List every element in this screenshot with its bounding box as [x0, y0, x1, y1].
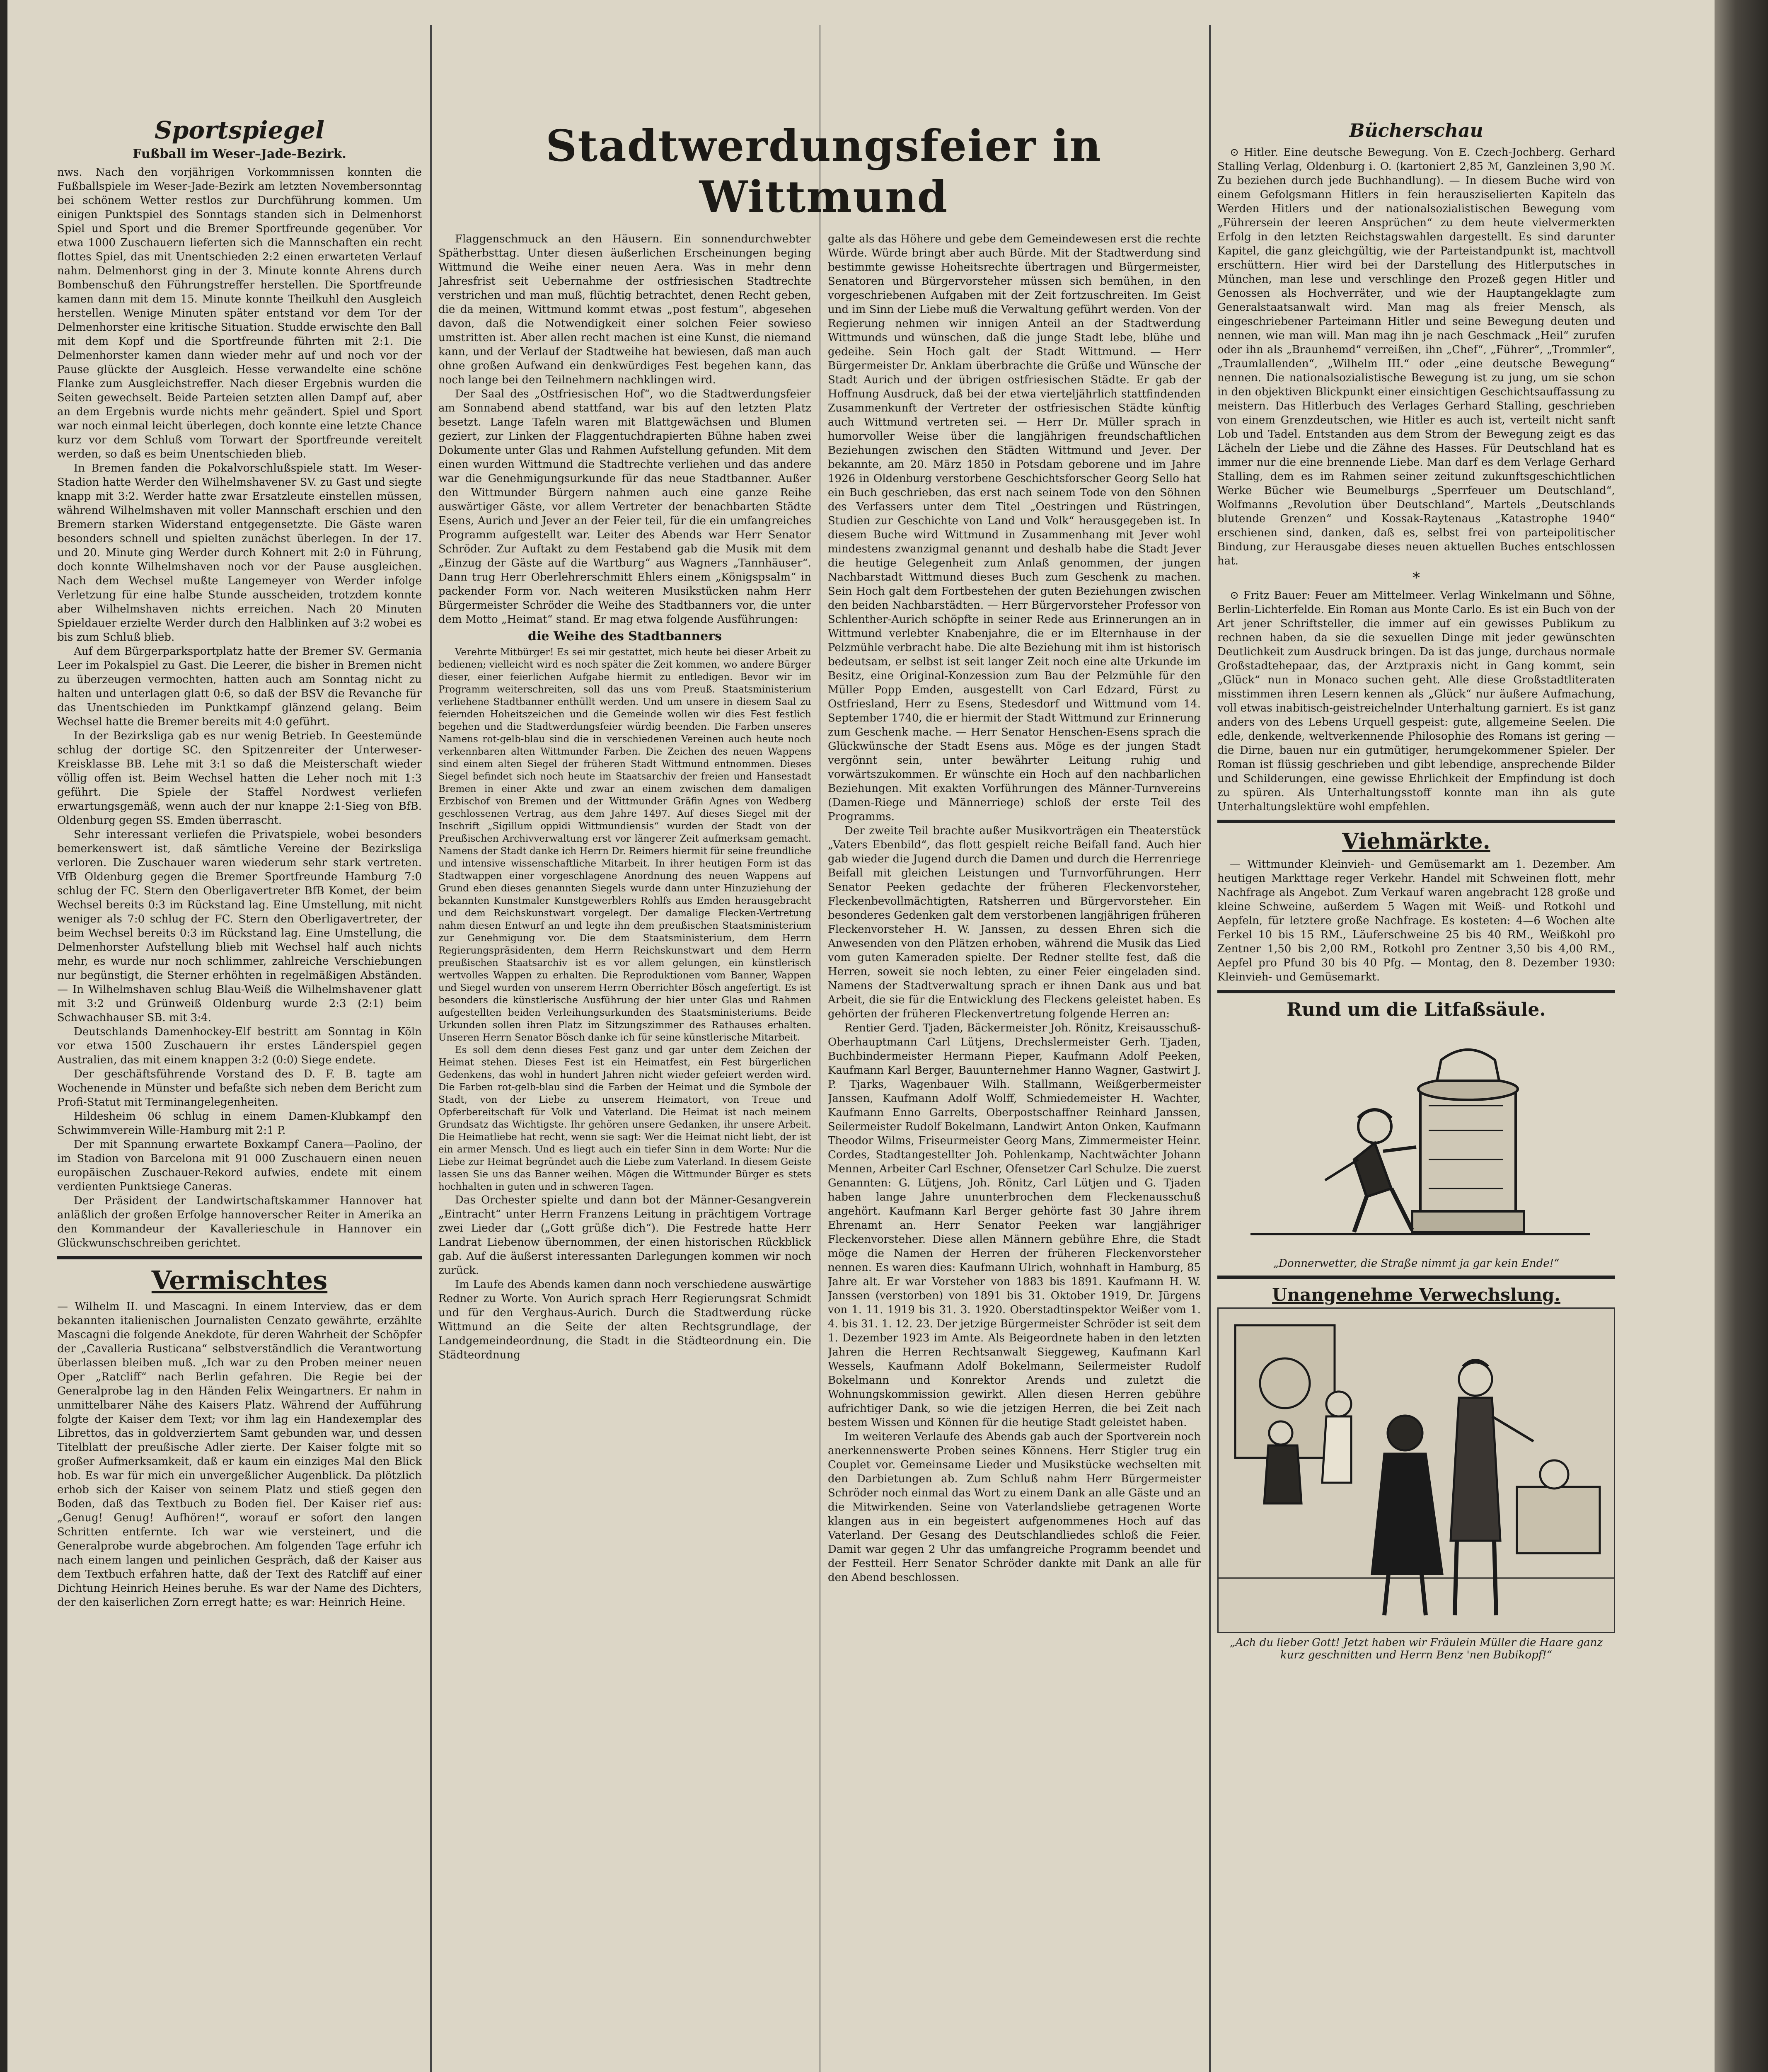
book-review: ⊙ Hitler. Eine deutsche Bewegung. Von E. Czech-Jochberg. Gerhard Stalling Verlag, Oldenburg i. O. (kartoniert 2,85 ℳ, Ganzleinen 3,90 ℳ. Zu beziehen durch jede Buchhandlung). — In diesem Buche wird von einem Gefolgsmann Hitlers in fein herausziselierten Kapiteln das Werden Hitlers und der nationalsozialistischen Bewegung vom „Führersein der leeren Ansprüchen“ zu dem heute vielvermerkten Erfolg in den letzten Reichstagswahlen dargestellt. Es sind darunter Kapitel, die ganz gleichgültig, wie der Parteistandpunkt ist, machtvoll erschüttern. Hier wird bei der Darstellung des Hitlerputsches in München, man lese und verschlinge den Prozeß gegen Hitler und Genossen als Hochverräter, und wie der Hauptangeklagte zum Generalstaatsanwalt wird. Man mag als freier Mensch, als eingeschriebener Parteimann Hitler und seine Bewegung deuten und nennen, wie man will. Man mag ihn je nach Geschmack „Heil“ zurufen oder ihn als „Braunhemd“ verreißen, ihn „Chef“, „Führer“, „Trommler“, „Traumlallenden“, „Wilhelm III.“ oder „eine deutsche Bewegung“ nennen. Die nationalsozialistische Bewegung ist zu jung, um sie schon in den objektiven Blickpunkt einer einsichtigen Geschichtsauffassung zu meistern. Das Hitlerbuch des Verlages Gerhard Stalling, geschrieben von einem Grenzdeutschen, wie Hitler es auch ist, verteilt nicht sanft Lob und Tadel. Entstanden aus dem Strom der Bewegung zeigt es das Lächeln der Liebe und die Zähne des Hasses. Für Deutschland hat es immer nur die eine brennende Liebe. Man darf es dem Verlage Gerhard Stalling, dem es im Rahmen seiner zeitund zukunftsgeschichtlichen Werke Bücher wie Beumelburgs „Sperrfeuer um Deutschland“, Wolfmanns „Revolution über Deutschland“, Martels „Deutschlands blutende Grenzen“ und Kossak-Raytenaus „Katastrophe 1940“ erschienen sind, danken, daß es, selbst frei von parteipolitischer Bindung, zur Herausgabe dieses neuen aktuellen Buches entschlossen hat. — [1217, 146, 1615, 567]
page-edge-shadow — [1715, 0, 1768, 2072]
article-paragraph: Auf dem Bürgerparksportplatz hatte der Bremer SV. Germania Leer im Pokalspiel zu Gast. Die Leerer, die bisher in Bremen nicht zu überzeugen vermochten, hatten auch am Sonntag nicht zu halten und unterlagen glatt 0:6, so daß der BSV die Revanche für das Unentschieden im Punktkampf glänzend gelang. Beim Wechsel hatte die Bremer bereits mit 4:0 geführt. — [57, 645, 422, 728]
article-paragraph: Der zweite Teil brachte außer Musikvorträgen ein Theaterstück „Vaters Ebenbild“, das flott gespielt reiche Beifall fand. Auch hier gab wieder die Jugend durch die Damen und durch die Herrenriege Beifall mit gleichen Leistungen und Turnvorführungen. Herr Senator Peeken gedachte der früheren Fleckenvorsteher, Fleckenbevollmächtigten, Ratsherren und Bürgervorsteher. Ein besonderes Gedenken galt dem verstorbenen langjährigen früheren Fleckenvorsteher H. W. Janssen, zu dessen Ehren sich die Anwesenden von den Plätzen erhoben, während die Musik das Lied vom guten Kameraden spielte. Der Redner stellte fest, daß die Herren, soweit sie noch lebten, zu einer Feier eingeladen sind. Namens der Stadtverwaltung sprach er ihnen Dank aus und bat Arbeit, die sie für die Entwicklung des Fleckens geleistet haben. Es gehörten der früheren Fleckenvertretung folgende Herren an: — [828, 825, 1201, 1020]
section-divider — [1217, 820, 1615, 823]
article-paragraph: Es soll dem denn dieses Fest ganz und gar unter dem Zeichen der Heimat stehen. Dieses Fest ist ein Heimatfest, ein Fest bürgerlichen Gedenkens, das wohl in hundert Jahren nicht wieder gefeiert werden wird. Die Farben rot-gelb-blau sind die Farben der Heimat und die Symbole der Stadt, von der Liebe zu unserem Heimatort, von Treue und Opferbereitschaft für Volk und Vaterland. Die Heimat ist nach meinem Grundsatz das Wichtigste. Ihr gehören unsere Gedanken, ihr unsere Arbeit. Die Heimatliebe hat recht, wenn sie sagt: Wer die Heimat nicht liebt, der ist ein armer Mensch. Und es liegt auch ein tiefer Sinn in dem Worte: Nur die Liebe zur Heimat begründet auch die Liebe zum Vaterland. In diesem Geiste lassen Sie uns das Banner weihen. Mögen die Wittmunder Bürger es stets hochhalten in guten und in schweren Tagen. — [438, 1045, 811, 1192]
article-paragraph: Flaggenschmuck an den Häusern. Ein sonnendurchwebter Spätherbsttag. Unter diesen äußerlichen Erscheinungen beging Wittmund die Weihe einer neuen Aera. Was in mehr denn Jahresfrist seit Uebernahme der ostfriesischen Stadtrechte verstrichen und man muß, flüchtig betrachtet, denen Recht geben, die da meinen, Wittmund kommt etwas „post festum“, abgesehen davon, daß die Notwendigkeit einer solchen Feier sowieso umstritten ist. Aber allen recht machen ist eine Kunst, die niemand kann, und der Verlauf der Stadtweihe hat bewiesen, daß man auch ohne großen Aufwand ein denkwürdiges Fest begehen kann, das noch lange bei den Teilnehmern nachklingen wird. — [438, 233, 811, 386]
market-report: — Wittmunder Kleinvieh- und Gemüsemarkt am 1. Dezember. Am heutigen Markttage reger Verkehr. Handel mit Schweinen flott, mehr Nachfrage als Angebot. Zum Verkauf waren angebracht 128 große und kleine Schweine, außerdem 5 Wagen mit Weiß- und Rotkohl und Aepfeln, für letztere große Nachfrage. Es kosteten: 4—6 Wochen alte Ferkel 10 bis 15 RM., Läuferschweine 25 bis 40 RM., Weißkohl pro Zentner 1,50 bis 2,00 RM., Rotkohl pro Zentner 3,50 bis 4,00 RM., Aepfel pro Pfund 30 bis 40 Pfg. — Montag, den 8. Dezember 1930: Kleinvieh- und Gemüsemarkt. — [1217, 858, 1615, 983]
article-paragraph: nws. Nach den vorjährigen Vorkommnissen konnten die Fußballspiele im Weser-Jade-Bezirk am letzten Novembersonntag bei schönem Wetter restlos zur Durchführung kommen. Um einigen Punktspiel des Sonntags standen sich in Delmenhorst Spiel und Sport und die Bremer Sportfreunde gegenüber. Vor etwa 1000 Zuschauern lieferten sich die Mannschaften ein recht flottes Spiel, das mit Unentschieden 2:2 einen erwarteten Verlauf nahm. Delmenhorst ging in der 3. Minute konnte Ahrens durch Bombenschuß den Führungstreffer herstellen. Die Sportfreunde kamen dann mit dem 15. Minute konnte Theilkuhl den Ausgleich herstellen. Wenige Minuten später entstand vor dem Tor der Delmenhorster eine kritische Situation. Studde erwischte den Ball mit dem Kopf und die Sportfreunde führten mit 2:1. Die Delmenhorster kamen dann wieder mehr auf und noch vor der Pause glückte der Ausgleich. Hesse verwandelte eine schöne Flanke zum Ausgleichstreffer. Nach dieser Ergebnis wurden die Seiten gewechselt. Beide Parteien setzten allen Dampf auf, aber an dem Ergebnis wurde nichts mehr geändert. Spiel und Sport war noch einmal leicht überlegen, doch konnte eine letzte Chance kurz vor dem Schluß vom Torwart der Sportfreunde vereitelt werden, so daß es beim Unentschieden blieb. — [57, 166, 422, 460]
article-paragraph: Der geschäftsführende Vorstand des D. F. B. tagte am Wochenende in Münster und befaßte sich neben dem Bericht zum Profi-Statut mit Terminangelegenheiten. — [57, 1068, 422, 1109]
article-paragraph: Im weiteren Verlaufe des Abends gab auch der Sportverein noch anerkennenswerte Proben seines Könnens. Herr Stigler trug ein Couplet vor. Gemeinsame Lieder und Musikstücke wechselten mit den Darbietungen ab. Zum Schluß nahm Herr Bürgermeister Schröder noch einmal das Wort zu einem Dank an alle Gäste und an die Mitwirkenden. Seine von Vaterlandsliebe getragenen Worte klangen aus in ein begeistert aufgenommenes Hoch auf das Vaterland. Der Gesang des Deutschlandliedes schloß die Feier. Damit war gegen 2 Uhr das umfangreiche Programm beendet und der Festteil. Herr Senator Schröder dankte mit Dank an alle für den Abend beschlossen. — [828, 1431, 1201, 1584]
cartoon-title: Rund um die Litfaßsäule. — [1287, 999, 1546, 1020]
masthead-block — [438, 120, 1209, 228]
column-stadtweihe-1 — [438, 232, 811, 2072]
section-heading-viehmaerkte: Viehmärkte. — [1342, 829, 1490, 854]
article-paragraph: Der Saal des „Ostfriesischen Hof“, wo die Stadtwerdungsfeier am Sonnabend abend stattfand, war bis auf den letzten Platz besetzt. Lange Tafeln waren mit Blattgewächsen und Blumen geziert, zur Linken der Flaggentuchdrapierten Bühne haben zwei Dokumente unter Glas und Rahmen Aufstellung gefunden. Mit dem einen wurden Wittmund die Stadtrechte verliehen und das andere war die Genehmigungsurkunde für das neue Stadtbanner. Außer den Wittmunder Bürgern nahmen auch eine ganze Reihe auswärtiger Gäste, vor allem Vertreter der benachbarten Städte Esens, Aurich und Jever an der Feier teil, für die ein umfangreiches Programm aufgestellt war. Leiter des Abends war Herr Senator Schröder. Zur Auftakt zu dem Festabend gab die Musik mit dem „Einzug der Gäste auf die Wartburg“ aus Wagners „Tannhäuser“. Dann trug Herr Oberlehrerschmitt Ehlers einem „Königspsalm“ in packender Form vor. Nach weiteren Musikstücken nahm Herr Bürgermeister Schröder die Weihe des Stadtbanners vor, die unter dem Motto „Heimat“ stand. Er mag etwa folgende Ausführungen: — [438, 388, 811, 626]
section-divider — [1217, 990, 1615, 993]
cartoon-title: Unangenehme Verwechslung. — [1272, 1285, 1560, 1305]
section-divider — [1217, 1276, 1615, 1279]
section-divider — [57, 1256, 422, 1259]
article-paragraph: Deutschlands Damenhockey-Elf bestritt am Sonntag in Köln vor etwa 1500 Zuschauern ihr erstes Länderspiel gegen Australien, das mit einem knappen 3:2 (0:0) Siege endete. — [57, 1026, 422, 1066]
cartoon-friseur — [1217, 1307, 1615, 1633]
separator-star: * — [1412, 570, 1420, 587]
article-subheading: die Weihe des Stadtbanners — [528, 629, 722, 644]
cartoon-caption: „Ach du lieber Gott! Jetzt haben wir Fräulein Müller die Haare ganz kurz geschnitten und Herrn Benz 'nen Bubikopf!“ — [1229, 1636, 1603, 1661]
article-paragraph: Der Präsident der Landwirtschaftskammer Hannover hat anläßlich der großen Erfolge hannoverscher Reiter in Amerika an den Kommandeur der Kavallerieschule in Hannover ein Glückwunschschreiben gerichtet. — [57, 1195, 422, 1249]
section-heading-buecherschau: Bücherschau — [1349, 120, 1483, 141]
article-paragraph: Im Laufe des Abends kamen dann noch verschiedene auswärtige Redner zu Worte. Von Aurich sprach Herr Regierungsrat Schmidt und für den Verghaus-Aurich. Durch die Stadtwerdung rücke Wittmund an die Seite der alten Rechtsgrundlage, der Landgemeindeordnung, die Stadt in die Städteordnung ein. Die Städteordnung — [438, 1278, 811, 1361]
litfass-column-illustration — [1217, 1023, 1615, 1255]
article-paragraph: Verehrte Mitbürger! Es sei mir gestattet, mich heute bei dieser Arbeit zu bedienen; vielleicht wird es noch später die Zeit kommen, wo andere Bürger dieser, einer feierlichen Aufgabe hiermit zu entledigen. Bevor wir im Programm weiterschreiten, soll das uns vom Preuß. Staatsministerium verliehene Stadtbanner enthüllt werden. Und um unsere in diesem Saal zu feiernden Hoheitszeichen und die Gemeinde wollen wir dies Fest festlich begehen und die Stadtwerdungsfeier würdig beenden. Die Farben unseres Namens rot-gelb-blau sind die in verschiedenen Vereinen auch heute noch verkennbaren alten Wittmunder Farben. Die Zeichen des neuen Wappens sind einem alten Siegel der früheren Stadt Wittmund entnommen. Dieses Siegel befindet sich noch heute im Staatsarchiv der freien und Hansestadt Bremen in einer Akte und zwar an einem zwischen dem damaligen Erzbischof von Bremen und der Wittmunder Gräfin Agnes von Wedberg geschlossenen Vertrag, aus dem Jahre 1497. Auf dieses Siegel mit der Inschrift „Sigillum oppidi Wittmundiensis“ wurden der Stadt von der Preußischen Archivverwaltung erst vor längerer Zeit aufmerksam gemacht. Namens der Stadt danke ich Herrn Dr. Reimers hiermit für seine freundliche und intensive wissenschaftliche Mitarbeit. In ihrer heutigen Form ist das Stadtwappen einer vorgeschlagene Anordnung des neuen Wappens auf Grund eben dieses genannten Siegels wurde dann unter Hinzuziehung der bekannten Kunstmaler Kunstgewerblers Rohlfs aus Emden herausgebracht und dem Reichskunstwart vorgelegt. Der damalige Flecken-Vertretung nahm diesen Entwurf an und legte ihn dem preußischen Staatsministerium zur Genehmigung vor. Die dem Staatsministerium, dem Herrn Regierungspräsidenten, dem Herrn Reichskunstwart und dem Herrn preußischen Staatsarchiv ist es vor allem gelungen, ein künstlerisch wertvolles Wappen zu erhalten. Die Reproduktionen vom Banner, Wappen und Siegel wurden von unserem Herrn Oberrichter Bösch angefertigt. Es ist besonders die künstlerische Ausführung der hier unter Glas und Rahmen aufgestellten beiden Verleihungsurkunden des Staatsministeriums. Beide Urkunden sollen ihren Platz im Sitzungszimmer des Rathauses erhalten. Unseren Herrn Senator Bösch danke ich für seine künstlerische Mitarbeit. — [438, 647, 811, 1043]
book-review: ⊙ Fritz Bauer: Feuer am Mittelmeer. Verlag Winkelmann und Söhne, Berlin-Lichterfelde. Ein Roman aus Monte Carlo. Es ist ein Buch von der Art jener Schriftsteller, die immer auf ein gewisses Publikum zu rechnen haben, da sie die sexuellen Dinge mit jeder gewünschten Deutlichkeit zum Ausdruck bringen. Da ist das junge, durchaus normale Großstadtehepaar, das, der Arztpraxis nicht in Gang kommt, sein „Glück“ nun in Monaco suchen geht. Alle diese Großstadtliteraten misstimmen ihren Lesern kennen als „Glück“ nur äußere Aufmachung, voll etwas inabitisch-geistreichelnder Unterhaltung garniert. Es ist ganz anders von des Lebens Urquell gespeist: gute, allgemeine Seelen. Die edle, denkende, weltverkennende Philosophie des Romans ist gering — die Dirne, bauen nur ein gutmütiger, herumgekommener Spieler. Der Roman ist flüssig geschrieben und gibt lebendige, ansprechende Bilder und Schilderungen, eine gewisse Ehrlichkeit der Empfindung ist doch zu spüren. Als Unterhaltungsstoff konnte man ihn als gute Unterhaltungslektüre wohl empfehlen. — [1217, 589, 1615, 813]
column-rule — [1209, 25, 1211, 2072]
hair-salon-illustration — [1219, 1309, 1614, 1629]
main-headline: Stadtwerdungsfeier in Wittmund — [546, 120, 1102, 222]
article-paragraph: — Wilhelm II. und Mascagni. In einem Interview, das er dem bekannten italienischen Journalisten Cenzato gewährte, erzählte Mascagni die folgende Anekdote, für deren Wahrheit der Schöpfer der „Cavalleria Rusticana“ selbstverständlich die Verantwortung überlassen bleiben muß. „Ich war zu den Proben meiner neuen Oper „Ratcliff“ nach Berlin gefahren. Die Regie bei der Generalprobe lag in den Händen Felix Weingartners. Er nahm in unmittelbarer Nähe des Kaisers Platz. Während der Aufführung folgte der Kaiser dem Text; vor ihm lag ein Handexemplar des Librettos, das in goldverziertem Samt gebunden war, und dessen Titelblatt der preußische Adler zierte. Der Kaiser folgte mit so großer Aufmerksamkeit, daß er kaum ein einziges Mal den Blick hob. Es war für mich ein unvergeßlicher Augenblick. Da plötzlich erhob sich der Kaiser von seinem Platz und stieß gegen den Boden, daß das Textbuch zu Boden fiel. Der Kaiser rief aus: „Genug! Genug! Aufhören!“, worauf er sofort den langen Schritten entfernte. Ich war wie versteinert, und die Generalprobe wurde abgebrochen. Am folgenden Tage erfuhr ich nach einem langen und peinlichen Gespräch, daß der Kaiser aus dem Textbuch erfahren hatte, daß der Text des Ratcliff auf einer Dichtung Heinrich Heines beruhe. Es war der Name des Dichters, der den kaiserlichen Zorn erregt hatte; es war: Heinrich Heine. — [57, 1300, 422, 1609]
column-right — [1217, 120, 1615, 2072]
article-paragraph: In der Bezirksliga gab es nur wenig Betrieb. In Geestemünde schlug der dortige SC. den Spitzenreiter der Unterweser-Kreisklasse BB. Lehe mit 3:1 so daß die Meisterschaft wieder völlig offen ist. Beim Wechsel hatten die Leher noch mit 1:3 geführt. Die Spiele der Staffel Nordwest verliefen erwartungsgemäß, wenn auch der nur knappe 2:1-Sieg von BfB. Oldenburg gegen SS. Emden überrascht. — [57, 730, 422, 827]
subheading: Fußball im Weser–Jade-Bezirk. — [133, 147, 346, 161]
column-sport — [57, 116, 422, 2072]
article-paragraph: Der mit Spannung erwartete Boxkampf Canera—Paolino, der im Stadion von Barcelona mit 91 000 Zuschauern einen neuen europäischen Zuschauer-Rekord aufwies, endete mit einem verdienten Punktsiege Caneras. — [57, 1138, 422, 1193]
section-heading-sportspiegel: Sportspiegel — [154, 116, 325, 144]
cartoon-caption: „Donnerwetter, die Straße nimmt ja gar kein Ende!“ — [1273, 1257, 1560, 1270]
column-stadtweihe-2 — [828, 232, 1201, 2072]
article-paragraph: galte als das Höhere und gebe dem Gemeindewesen erst die rechte Würde. Würde bringt aber auch Bürde. Mit der Stadtwerdung sind bestimmte gewisse Hoheitsrechte übertragen und Bürgermeister, Senatoren und Bürgervorsteher müssen sich bemühen, in den vorgeschriebenen Aufgaben mit der Zeit fortzuschreiten. Im Geist und im Sinn der Liebe muß die Verwaltung geführt werden. Von der Regierung nehmen wir innigen Anteil an der Stadtwerdung Wittmunds und wünschen, daß die junge Stadt lebe, blühe und gedeihe. Sein Hoch galt der Stadt Wittmund. — Herr Bürgermeister Dr. Anklam überbrachte die Grüße und Wünsche der Stadt Aurich und der übrigen ostfriesischen Städte. Er gab der Hoffnung Ausdruck, daß bei der etwa vierteljährlich stattfindenden Zusammenkunft der Vertreter der ostfriesischen Städte künftig auch Wittmund vertreten sei. — Herr Dr. Müller sprach in humorvoller Weise über die langjährigen freundschaftlichen Beziehungen zwischen den Städten Wittmund und Jever. Der bekannte, am 20. März 1850 in Potsdam geborene und im Jahre 1926 in Oldenburg verstorbene Geschichtsforscher Georg Sello hat ein Buch geschrieben, das erst nach seinem Tode von den Söhnen des Verfassers unter dem Titel „Oestringen und Rüstringen, Studien zur Geschichte von Land und Volk“ herausgegeben ist. In diesem Buche wird Wittmund in Zusammenhang mit Jever wohl mindestens zwanzigmal genannt und deshalb habe die Stadt Jever die heutige Gelegenheit zum Anlaß genommen, der jungen Nachbarstadt Wittmund dieses Buch zum Geschenk zu machen. Sein Hoch galt dem Fortbestehen der guten Beziehungen zwischen den beiden Nachbarstädten. — Herr Bürgervorsteher Professor von Schlenther-Aurich schöpfte in seiner Rede aus Erinnerungen an in Wittmund verlebter Knabenjahre, die er im Elternhause in der Pelzmühle verbracht habe. Die alte Beziehung mit ihm ist historisch bedeutsam, er selbst ist seit langer Zeit noch eine alte Urkunde im Besitz, eine Original-Konzession zum Bau der Pelzmühle für den Müller Popp Emden, ausgestellt von Carl Edzard, Fürst zu Ostfriesland, Herr zu Esens, Stedesdorf und Wittmund vom 14. September 1740, die er hiermit der Stadt Wittmund zur Erinnerung zum Geschenk mache. — Herr Senator Henschen-Esens sprach die Glückwünsche der Stadt Esens aus. Möge es der jungen Stadt vergönnt sein, unter bewährter Leitung ruhig und vorwärtszukommen. Er wünschte ein Hoch auf den nachbarlichen Beziehungen. Mit exakten Vorführungen des Männer-Turnvereins (Damen-Riege und Männerriege) schloß der erste Teil des Programms. — [828, 233, 1201, 823]
column-rule — [430, 25, 432, 2072]
article-paragraph: Hildesheim 06 schlug in einem Damen-Klubkampf den Schwimmverein Wille-Hamburg mit 2:1 P. — [57, 1110, 422, 1137]
article-paragraph: Das Orchester spielte und dann bot der Männer-Gesangverein „Eintracht“ unter Herrn Franzens Leitung in prächtigem Vortrage zwei Lieder dar („Gott grüße dich“). Die Festrede hatte Herr Landrat Liebenow übernommen, der einen historischen Rückblick gab. Auf die äußerst interessanten Darlegungen kommen wir noch zurück. — [438, 1194, 811, 1277]
article-paragraph: In Bremen fanden die Pokalvorschlußspiele statt. Im Weser-Stadion hatte Werder den Wilhelmshavener SV. zu Gast und siegte knapp mit 3:2. Werder hatte zwar Ersatzleute einstellen müssen, während Wilhelmshaven mit voller Mannschaft erschien und den Bremern starken Widerstand entgegensetzte. Die Gäste waren besonders schnell und spielten zunächst überlegen. In der 17. und 20. Minute ging Werder durch Kohnert mit 2:0 in Führung, doch konnte Wilhelmshaven noch vor der Pause ausgleichen. Nach dem Wechsel mußte Langemeyer von Werder infolge Verletzung für eine halbe Stunde ausscheiden, trotzdem konnte aber Wilhelmshaven nichts erreichen. Nach 20 Minuten Spieldauer erzielte Werder durch den Halblinken auf 3:2 wobei es bis zum Schluß blieb. — [57, 462, 422, 644]
article-paragraph: Rentier Gerd. Tjaden, Bäckermeister Joh. Rönitz, Kreisausschuß-Oberhauptmann Carl Lütjens, Drechslermeister Gerh. Tjaden, Buchbindermeister Hermann Pieper, Kaufmann Adolf Peeken, Kaufmann Karl Berger, Bauunternehmer Hanno Wagner, Gastwirt J. P. Tjarks, Wagenbauer Wilh. Stallmann, Weißgerbermeister Janssen, Kaufmann Adolf Wolff, Schmiedemeister H. Wachter, Kaufmann Enno Garrelts, Oberpostschaffner Reinhard Janssen, Seilermeister Rudolf Bokelmann, Landwirt Anton Onken, Kaufmann Theodor Wilms, Friseurmeister Georg Mans, Zimmermeister Heinr. Cordes, Stadtangestellter Joh. Pohlenkamp, Nachtwächter Johann Mennen, Arbeiter Carl Eschner, Ofensetzer Carl Schulze. Die zuerst Genannten: G. Lütjens, Joh. Rönitz, Carl Lütjen und G. Tjaden haben lange Jahre ununterbrochen dem Fleckenausschuß angehört. Kaufmann Karl Berger gehörte fast 30 Jahre ihrem Ehrenamt an. Herr Senator Peeken war langjähriger Fleckenvorsteher. Diese allen Männern gebühre Ehre, die Stadt möge die Namen der Herren der früheren Fleckenvorsteher nennen. Es waren dies: Kaufmann Ulrich, wohnhaft in Hamburg, 85 Jahre alt. Er war Vorsteher von 1883 bis 1891. Kaufmann H. W. Janssen (verstorben) von 1891 bis 31. Oktober 1919, Dr. Jürgens von 1. 11. 1919 bis 31. 3. 1920. Oberstadtinspektor Weißer vom 1. 4. bis 31. 1. 12. 23. Der jetzige Bürgermeister Schröder ist seit dem 1. Dezember 1923 im Amte. Als Beigeordnete haben in den letzten Jahren die Herren Rechtsanwalt Sieggeweg, Kaufmann Karl Wessels, Kaufmann Adolf Bokelmann, Seilermeister Rudolf Bokelmann und Konrektor Arends und zuletzt die Wohnungskommission gewirkt. Allen diesen Herren gebühre aufrichtiger Dank, so wie die jetzigen Herren, die bei Zeit nach bestem Wissen und Können für die heutige Stadt geleistet haben. — [828, 1022, 1201, 1429]
article-paragraph: Sehr interessant verliefen die Privatspiele, wobei besonders bemerkenswert ist, daß sämtliche Vereine der Bezirksliga verloren. Die Zuschauer waren wiederum sehr stark vertreten. VfB Oldenburg gegen die Bremer Sportfreunde Hamburg 7:0 schlug der FC. Stern den Oberligavertreter BfB Komet, der beim Wechsel bereits 0:3 im Rückstand lag. Eine Umstellung, mit nicht weniger als 7:0 schlug der FC. Stern den Oberligavertreter, der beim Wechsel bereits 0:3 im Rückstand lag. Eine Umstellung, die Delmenhorster Aufstellung blieb mit Wechsel half auch nichts mehr, es wurde nur noch schlimmer, zahlreiche Verschiebungen nur begünstigt, die Sterner erhöhten in regelmäßigen Abständen. — In Wilhelmshaven schlug Blau-Weiß die Wilhelmshavener glatt mit 3:2 und Grünweiß Oldenburg wurde 2:3 (2:1) beim Schwachhauser SB. mit 3:4. — [57, 828, 422, 1024]
section-heading-vermischtes: Vermischtes — [151, 1265, 328, 1295]
cartoon-litfass — [1217, 1023, 1615, 1255]
newspaper-page — [7, 0, 1715, 2072]
